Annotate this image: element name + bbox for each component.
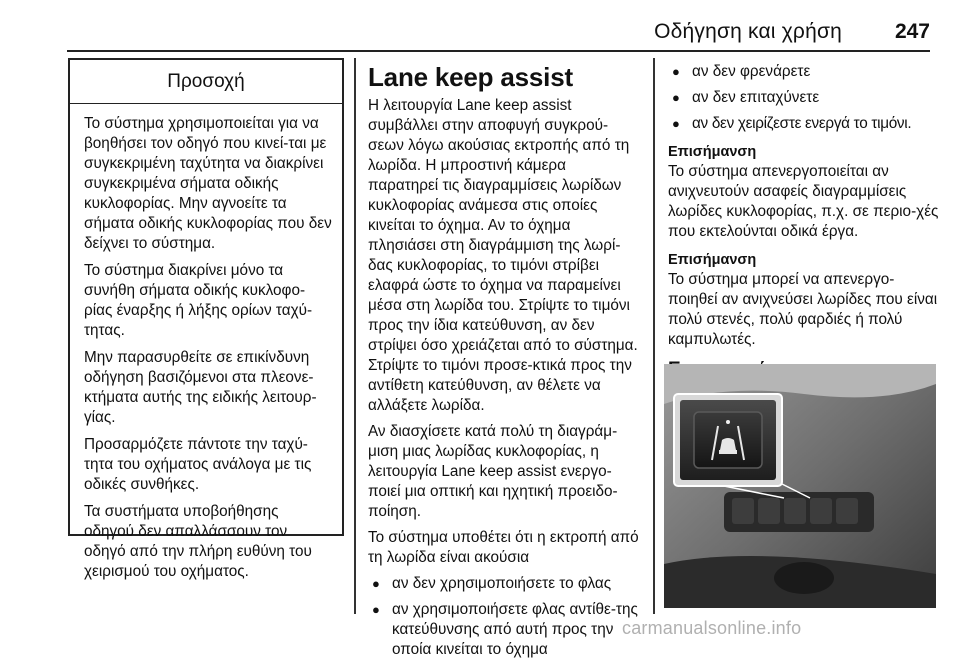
section-title-lane-keep-assist: Lane keep assist <box>368 62 573 92</box>
condition-list-continued <box>668 62 940 134</box>
page-number: 247 <box>894 20 930 43</box>
caution-paragraph: Τα συστήματα υποβοήθησης οδηγού δεν απαλλάσσουν τον οδηγό από την πλήρη ευθύνη του χειρισμού του οχήματος. <box>84 503 312 580</box>
list-item: ● αν δεν φρενάρετε <box>668 62 940 82</box>
note-block <box>668 250 940 350</box>
list-item: ● αν δεν επιταχύνετε <box>668 88 940 108</box>
note-label: Επισήμανση <box>668 252 757 268</box>
watermark: carmanualsonline.info <box>622 618 802 638</box>
note-block <box>668 142 940 242</box>
caution-box <box>68 58 344 580</box>
caution-paragraph: Το σύστημα διακρίνει μόνο τα συνήθη σήματα οδικής κυκλοφο-ρίας έναρξης ή λήξης ορίων ταχύ-τητας. <box>84 262 313 339</box>
body-paragraph: Αν διασχίσετε κατά πολύ τη διαγράμ-μιση μιας λωρίδας κυκλοφορίας, η λειτουργία Lane keep assist ενεργο-ποιεί μια οπτική και ηχητική προειδο-ποίηση. <box>368 423 618 520</box>
column-divider-right <box>653 58 655 614</box>
note-text: Το σύστημα απενεργοποιείται αν ανιχνευτούν ασαφείς διαγραμμίσεις λωρίδες κυκλοφορίας, π.χ. σε περιο-χές που εκτελούνται οδικά έργα. <box>668 163 939 240</box>
note-text: Το σύστημα μπορεί να απενεργο-ποιηθεί αν ανιχνεύσει λωρίδες που είναι πολύ στενές, πολύ φαρδιές ή πολύ καμπυλωτές. <box>668 271 938 348</box>
header-rule <box>67 50 930 52</box>
condition-list <box>368 574 640 660</box>
note-label: Επισήμανση <box>668 144 757 160</box>
caution-paragraph: Το σύστημα χρησιμοποιείται για να βοηθήσει τον οδηγό που κινεί-ται με συγκεκριμένη ταχύτητα να διακρίνει συγκεκριμένα σήματα οδικής κυκλοφορίας. Μην αγνοείτε τα σήματα οδικής κυκλοφορίας που δεν δείχνει το σύστημα. <box>84 115 332 252</box>
caution-body <box>70 104 342 582</box>
page-header <box>0 0 960 54</box>
running-header-title: Οδήγηση και χρήση <box>654 20 842 43</box>
caution-paragraph: Προσαρμόζετε πάντοτε την ταχύ-τητα του οχήματος ανάλογα με τις οδικές συνθήκες. <box>84 436 312 493</box>
right-column <box>668 62 940 388</box>
body-paragraph: Η λειτουργία Lane keep assist συμβάλλει στην αποφυγή συγκρού-σεων λόγω ακούσιας εκτροπής από τη λωρίδα. Η μπροστινή κάμερα παρατηρεί τις διαγραμμίσεις λωρίδων κυκλοφορίας ανάμεσα στις οποίες κινείται το όχημα. Αν το όχημα πλησιάσει στη διαγράμμιση της λωρί-δας κυκλοφορίας, το τιμόνι στρίβει ελαφρά ώστε το όχημα να παραμείνει μέσα στη λωρίδα του. Στρίψτε το τιμόνι προς την ίδια κατεύθυνση, αν δεν στρίψει όσο χρειάζεται από το σύστημα. Στρίψτε το τιμόνι προσε-κτικά προς την αντίθετη κατεύθυνση, αν θέλετε να αλλάξετε λωρίδα. <box>368 97 638 414</box>
console-button-photo <box>664 364 936 608</box>
list-item: ● αν δεν χειρίζεστε ενεργά το τιμόνι. <box>668 114 940 134</box>
body-paragraph: Το σύστημα υποθέτει ότι η εκτροπή από τη λωρίδα είναι ακούσια <box>368 529 639 566</box>
caution-title: Προσοχή <box>70 60 342 104</box>
caution-paragraph: Μην παρασυρθείτε σε επικίνδυνη οδήγηση βασιζόμενοι στα πλεονε-κτήματα αυτής της ειδικής λειτουρ-γίας. <box>84 349 317 426</box>
column-divider-left <box>354 58 356 614</box>
list-item: ● αν χρησιμοποιήσετε φλας αντίθε-της κατεύθυνσης από αυτή προς την οποία κινείται το όχημα <box>368 600 640 660</box>
middle-column <box>368 62 640 666</box>
list-item: ● αν δεν χρησιμοποιήσετε το φλας <box>368 574 640 594</box>
